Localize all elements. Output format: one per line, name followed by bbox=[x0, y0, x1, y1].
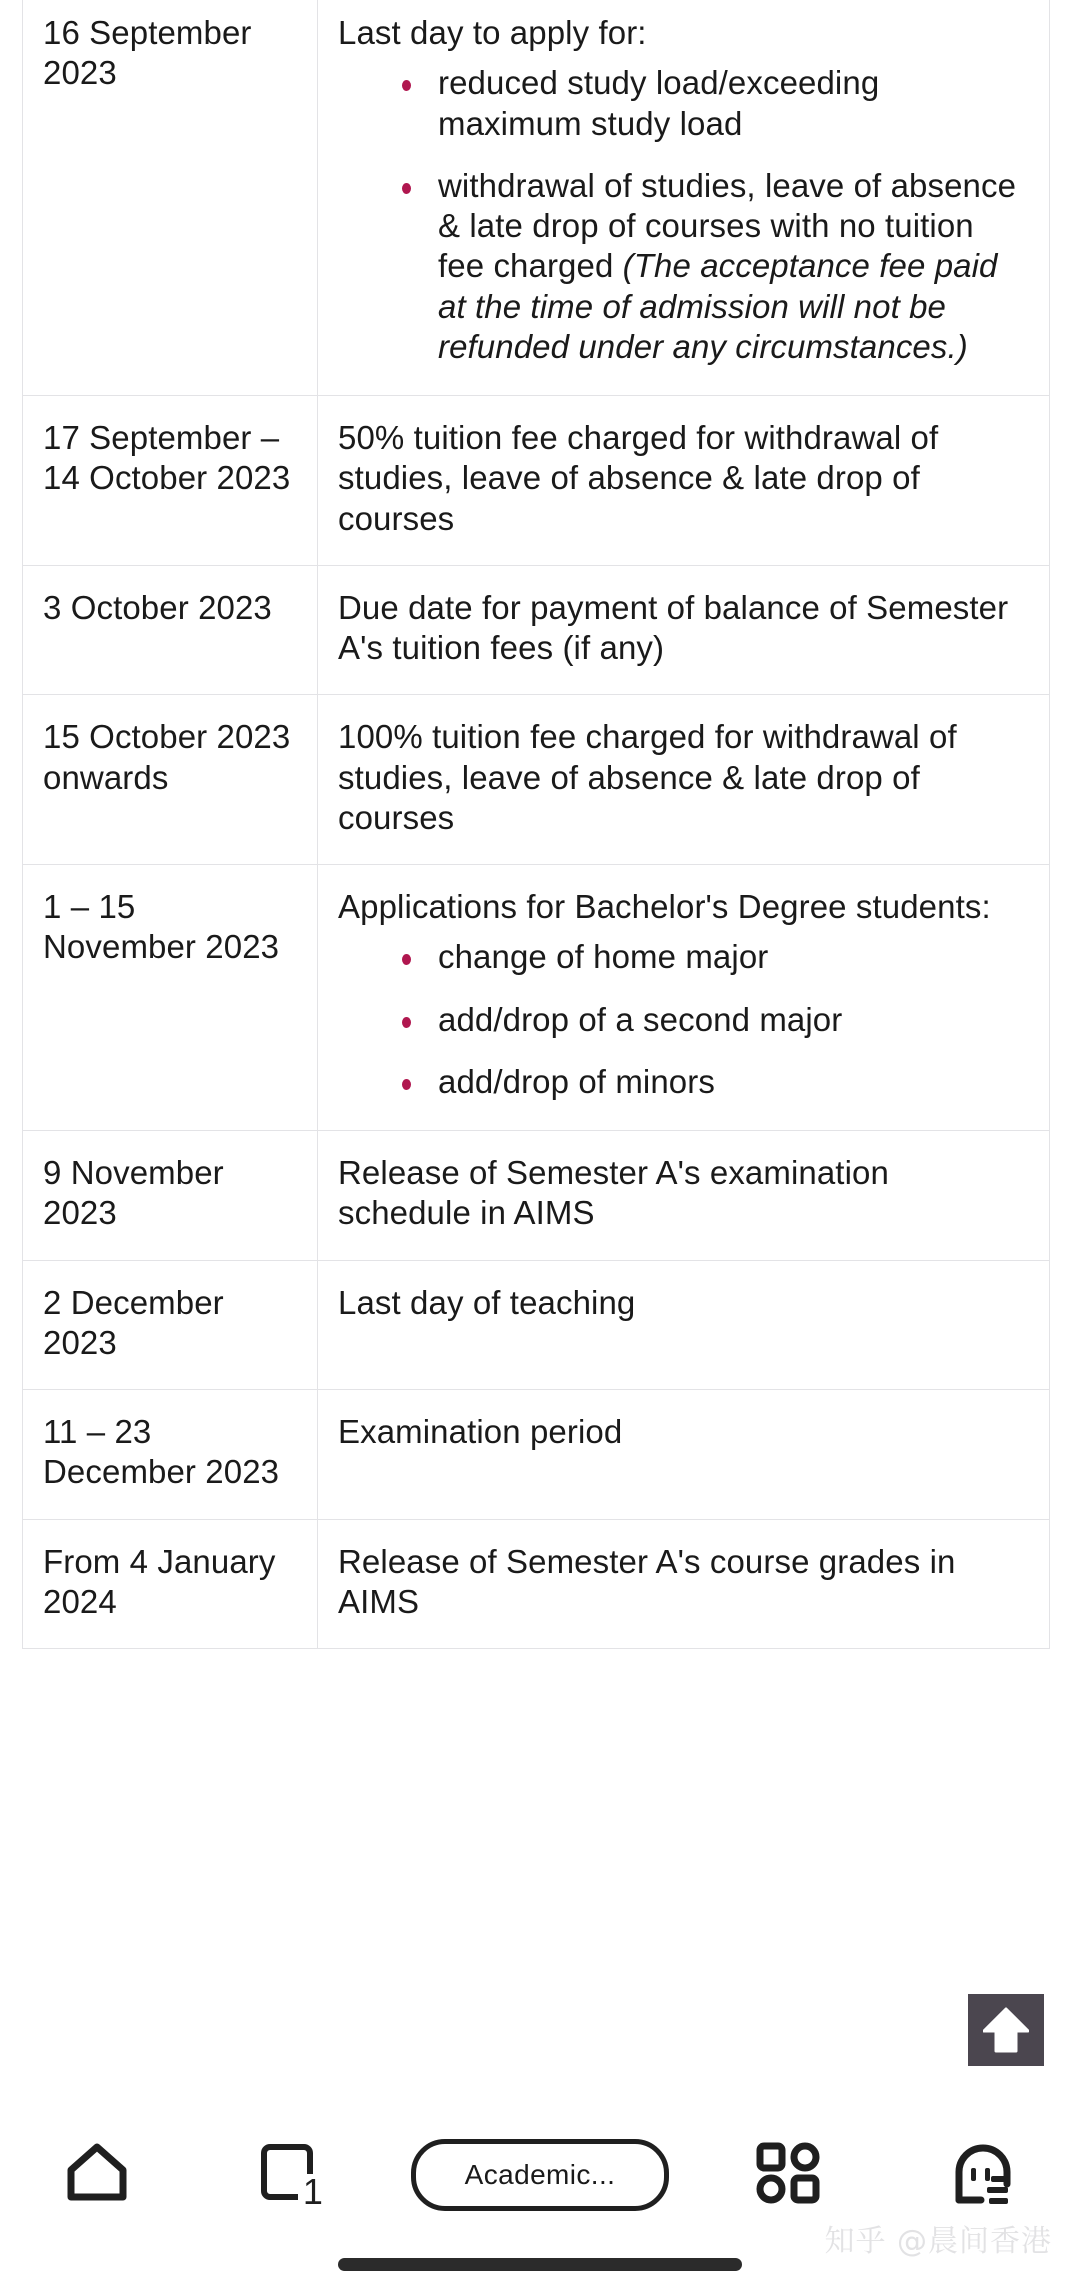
table-body bbox=[23, 0, 1050, 1649]
row-description-lead: Last day to apply for: bbox=[338, 14, 647, 51]
zhihu-watermark: 知乎 @晨间香港 bbox=[824, 2224, 1052, 2259]
list-item-text: change of home major bbox=[438, 938, 769, 976]
row-description-lead: Due date for payment of balance of Semester A's tuition fees (if any) bbox=[338, 588, 1009, 666]
home-icon bbox=[64, 2142, 130, 2209]
list-item bbox=[396, 63, 1029, 144]
list-item-text: reduced study load/exceeding maximum study load bbox=[438, 64, 880, 142]
row-date-cell: 9 November 2023 bbox=[23, 1131, 318, 1261]
row-description-cell bbox=[318, 565, 1050, 695]
table-row bbox=[23, 865, 1050, 1131]
row-date-cell: From 4 January 2024 bbox=[23, 1519, 318, 1649]
row-date-cell: 1 – 15 November 2023 bbox=[23, 865, 318, 1131]
list-item-text: add/drop of minors bbox=[438, 1062, 715, 1100]
bullet-list bbox=[338, 63, 1029, 367]
table-row bbox=[23, 1519, 1050, 1649]
browser-bottom-nav bbox=[0, 2120, 1080, 2230]
row-description-cell bbox=[318, 396, 1050, 566]
row-description-cell bbox=[318, 0, 1050, 396]
row-description-lead: Examination period bbox=[338, 1413, 623, 1450]
tab-count-icon bbox=[261, 2144, 323, 2212]
table-row bbox=[23, 1131, 1050, 1261]
row-description-cell bbox=[318, 865, 1050, 1131]
row-description-lead: Release of Semester A's examination schedule in AIMS bbox=[338, 1154, 889, 1232]
row-description-cell bbox=[318, 1390, 1050, 1520]
table-row bbox=[23, 1390, 1050, 1520]
row-date-cell: 11 – 23 December 2023 bbox=[23, 1390, 318, 1520]
address-bar-pill[interactable] bbox=[411, 2139, 669, 2211]
row-description-lead: Last day of teaching bbox=[338, 1283, 636, 1321]
tab-count-label: 1 bbox=[298, 2174, 325, 2210]
profile-face-icon bbox=[951, 2140, 1015, 2211]
nav-tabs-button[interactable] bbox=[195, 2120, 390, 2230]
list-item bbox=[396, 937, 1029, 977]
nav-url-slot bbox=[389, 2120, 691, 2230]
academic-calendar-table bbox=[22, 0, 1050, 1649]
table-row bbox=[23, 0, 1050, 396]
row-description-cell bbox=[318, 1260, 1050, 1390]
row-description-lead: Applications for Bachelor's Degree students: bbox=[338, 888, 991, 925]
list-item-text: withdrawal of studies, leave of absence & late drop of courses with no tuition fee charged bbox=[438, 166, 1017, 285]
row-date-cell: 2 December 2023 bbox=[23, 1260, 318, 1390]
scroll-to-top-button[interactable] bbox=[968, 1994, 1044, 2066]
table-row bbox=[23, 1260, 1050, 1390]
row-date-cell: 3 October 2023 bbox=[23, 565, 318, 695]
table-row bbox=[23, 396, 1050, 566]
list-item-text: add/drop of a second major bbox=[438, 1000, 843, 1038]
nav-profile-button[interactable] bbox=[885, 2120, 1080, 2230]
list-item bbox=[396, 1000, 1029, 1040]
table-row bbox=[23, 565, 1050, 695]
row-description-lead: 100% tuition fee charged for withdrawal of studies, leave of absence & late drop of courses bbox=[338, 718, 957, 836]
row-date-cell: 15 October 2023 onwards bbox=[23, 695, 318, 865]
apps-grid-icon bbox=[756, 2142, 820, 2209]
list-item bbox=[396, 166, 1029, 367]
nav-home-button[interactable] bbox=[0, 2120, 195, 2230]
row-description-cell bbox=[318, 1519, 1050, 1649]
list-item-italic-note: (The acceptance fee paid at the time of admission will not be refunded under any circumstances.) bbox=[438, 247, 998, 365]
row-description-cell bbox=[318, 1131, 1050, 1261]
row-date-cell: 16 September 2023 bbox=[23, 0, 318, 396]
bullet-list bbox=[338, 937, 1029, 1102]
list-item bbox=[396, 1062, 1029, 1102]
address-bar-label: Academic... bbox=[464, 2159, 616, 2190]
home-indicator-bar bbox=[338, 2258, 742, 2271]
academic-calendar-table-wrapper bbox=[22, 0, 1049, 1649]
nav-apps-button[interactable] bbox=[691, 2120, 886, 2230]
row-description-lead: Release of Semester A's course grades in AIMS bbox=[338, 1542, 956, 1620]
arrow-up-icon bbox=[983, 2006, 1029, 2054]
table-row bbox=[23, 695, 1050, 865]
row-description-lead: 50% tuition fee charged for withdrawal of studies, leave of absence & late drop of courses bbox=[338, 419, 939, 537]
row-date-cell: 17 September – 14 October 2023 bbox=[23, 396, 318, 566]
row-description-cell bbox=[318, 695, 1050, 865]
